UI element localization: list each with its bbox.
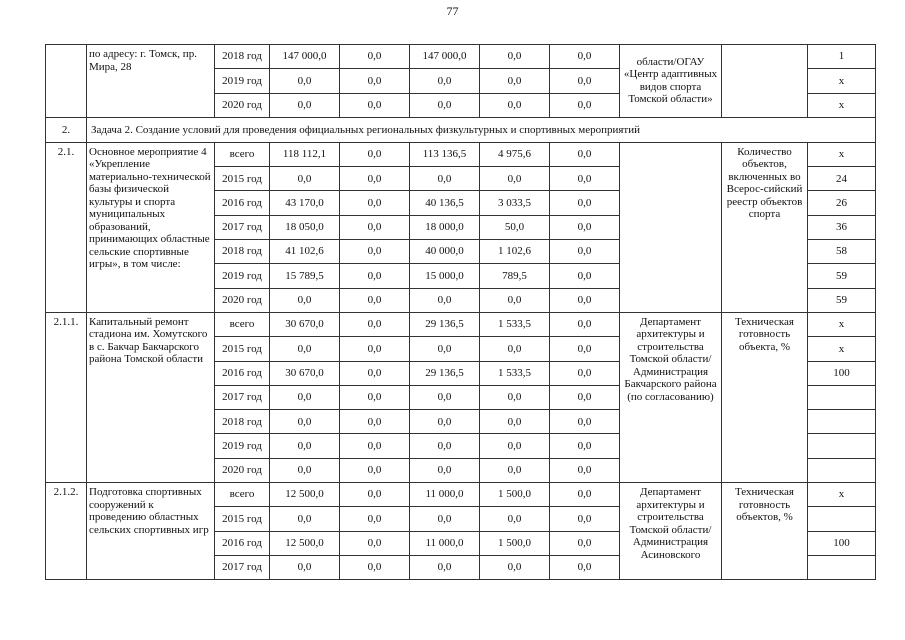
amount-regional: 0,0 bbox=[410, 507, 480, 531]
year-cell: 2015 год bbox=[215, 337, 270, 361]
amount-total: 30 670,0 bbox=[270, 312, 340, 336]
amount-regional: 40 000,0 bbox=[410, 240, 480, 264]
amount-regional: 29 136,5 bbox=[410, 312, 480, 336]
row-number: 2.1.1. bbox=[46, 312, 87, 482]
indicator-cell: Техническая готовность объекта, % bbox=[722, 312, 808, 482]
amount-regional: 18 000,0 bbox=[410, 215, 480, 239]
amount-extra: 0,0 bbox=[550, 434, 620, 458]
amount-local: 0,0 bbox=[480, 410, 550, 434]
amount-federal: 0,0 bbox=[340, 434, 410, 458]
indicator-value: 100 bbox=[808, 361, 876, 385]
indicator-value: x bbox=[808, 142, 876, 166]
indicator-value bbox=[808, 434, 876, 458]
section-row bbox=[46, 117, 876, 142]
amount-total: 0,0 bbox=[270, 555, 340, 579]
amount-regional: 147 000,0 bbox=[410, 45, 480, 69]
amount-federal: 0,0 bbox=[340, 142, 410, 166]
page-number: 77 bbox=[446, 4, 459, 18]
indicator-value bbox=[808, 458, 876, 482]
amount-regional: 29 136,5 bbox=[410, 361, 480, 385]
amount-regional: 0,0 bbox=[410, 69, 480, 93]
amount-extra: 0,0 bbox=[550, 45, 620, 69]
amount-extra: 0,0 bbox=[550, 385, 620, 409]
indicator-value bbox=[808, 385, 876, 409]
amount-federal: 0,0 bbox=[340, 458, 410, 482]
amount-extra: 0,0 bbox=[550, 312, 620, 336]
amount-total: 15 789,5 bbox=[270, 264, 340, 288]
amount-extra: 0,0 bbox=[550, 483, 620, 507]
amount-local: 3 033,5 bbox=[480, 191, 550, 215]
amount-regional: 0,0 bbox=[410, 458, 480, 482]
amount-regional: 0,0 bbox=[410, 410, 480, 434]
amount-total: 0,0 bbox=[270, 434, 340, 458]
amount-federal: 0,0 bbox=[340, 531, 410, 555]
table-row bbox=[46, 312, 876, 336]
year-cell: всего bbox=[215, 312, 270, 336]
amount-extra: 0,0 bbox=[550, 167, 620, 191]
year-cell: 2019 год bbox=[215, 69, 270, 93]
measure-name: по адресу: г. Томск, пр. Мира, 28 bbox=[87, 45, 215, 118]
amount-regional: 113 136,5 bbox=[410, 142, 480, 166]
amount-regional: 0,0 bbox=[410, 337, 480, 361]
executor-cell bbox=[620, 142, 722, 312]
year-cell: 2017 год bbox=[215, 215, 270, 239]
amount-extra: 0,0 bbox=[550, 458, 620, 482]
year-cell: 2017 год bbox=[215, 385, 270, 409]
indicator-value: 58 bbox=[808, 240, 876, 264]
amount-federal: 0,0 bbox=[340, 312, 410, 336]
amount-regional: 15 000,0 bbox=[410, 264, 480, 288]
amount-federal: 0,0 bbox=[340, 288, 410, 312]
amount-local: 0,0 bbox=[480, 93, 550, 117]
amount-regional: 40 136,5 bbox=[410, 191, 480, 215]
amount-regional: 0,0 bbox=[410, 434, 480, 458]
amount-federal: 0,0 bbox=[340, 264, 410, 288]
amount-total: 0,0 bbox=[270, 337, 340, 361]
year-cell: всего bbox=[215, 483, 270, 507]
measure-name: Основное мероприятие 4 «Укрепление материально-технической базы физической культуры и спорта муниципальных образований, принимающих областные сельские спортивные игры», в том числе: bbox=[87, 142, 215, 312]
amount-local: 0,0 bbox=[480, 45, 550, 69]
amount-local: 1 500,0 bbox=[480, 531, 550, 555]
amount-federal: 0,0 bbox=[340, 410, 410, 434]
section-number: 2. bbox=[46, 117, 87, 142]
indicator-cell bbox=[722, 45, 808, 118]
amount-extra: 0,0 bbox=[550, 264, 620, 288]
amount-extra: 0,0 bbox=[550, 288, 620, 312]
amount-federal: 0,0 bbox=[340, 555, 410, 579]
year-cell: 2019 год bbox=[215, 434, 270, 458]
amount-total: 12 500,0 bbox=[270, 483, 340, 507]
amount-local: 0,0 bbox=[480, 288, 550, 312]
amount-regional: 11 000,0 bbox=[410, 531, 480, 555]
amount-regional: 0,0 bbox=[410, 385, 480, 409]
amount-local: 0,0 bbox=[480, 337, 550, 361]
amount-local: 0,0 bbox=[480, 507, 550, 531]
amount-local: 0,0 bbox=[480, 385, 550, 409]
amount-local: 0,0 bbox=[480, 555, 550, 579]
amount-extra: 0,0 bbox=[550, 361, 620, 385]
executor-cell: области/ОГАУ «Центр адаптивных видов спорта Томской области» bbox=[620, 45, 722, 118]
table-row bbox=[46, 45, 876, 69]
measure-name: Капитальный ремонт стадиона им. Хомутского в с. Бакчар Бакчарского района Томской области bbox=[87, 312, 215, 482]
amount-extra: 0,0 bbox=[550, 93, 620, 117]
amount-total: 12 500,0 bbox=[270, 531, 340, 555]
indicator-value: x bbox=[808, 312, 876, 336]
year-cell: 2015 год bbox=[215, 167, 270, 191]
amount-regional: 0,0 bbox=[410, 167, 480, 191]
indicator-value bbox=[808, 555, 876, 579]
indicator-value: 26 bbox=[808, 191, 876, 215]
amount-total: 0,0 bbox=[270, 69, 340, 93]
amount-total: 0,0 bbox=[270, 507, 340, 531]
amount-extra: 0,0 bbox=[550, 191, 620, 215]
amount-extra: 0,0 bbox=[550, 142, 620, 166]
amount-regional: 0,0 bbox=[410, 288, 480, 312]
indicator-value: x bbox=[808, 93, 876, 117]
year-cell: 2015 год bbox=[215, 507, 270, 531]
amount-federal: 0,0 bbox=[340, 361, 410, 385]
amount-local: 1 533,5 bbox=[480, 361, 550, 385]
amount-local: 1 533,5 bbox=[480, 312, 550, 336]
amount-extra: 0,0 bbox=[550, 555, 620, 579]
amount-total: 0,0 bbox=[270, 288, 340, 312]
budget-table bbox=[45, 44, 876, 580]
year-cell: 2016 год bbox=[215, 361, 270, 385]
amount-extra: 0,0 bbox=[550, 410, 620, 434]
row-number: 2.1. bbox=[46, 142, 87, 312]
indicator-value bbox=[808, 410, 876, 434]
amount-federal: 0,0 bbox=[340, 483, 410, 507]
amount-total: 18 050,0 bbox=[270, 215, 340, 239]
amount-total: 30 670,0 bbox=[270, 361, 340, 385]
year-cell: 2018 год bbox=[215, 410, 270, 434]
amount-regional: 0,0 bbox=[410, 93, 480, 117]
indicator-cell: Техническая готовность объектов, % bbox=[722, 483, 808, 580]
amount-federal: 0,0 bbox=[340, 507, 410, 531]
amount-regional: 0,0 bbox=[410, 555, 480, 579]
amount-federal: 0,0 bbox=[340, 167, 410, 191]
section-title: Задача 2. Создание условий для проведения официальных региональных физкультурных и спортивных мероприятий bbox=[87, 117, 876, 142]
amount-total: 118 112,1 bbox=[270, 142, 340, 166]
indicator-value: 1 bbox=[808, 45, 876, 69]
amount-extra: 0,0 bbox=[550, 507, 620, 531]
indicator-value: x bbox=[808, 483, 876, 507]
amount-total: 41 102,6 bbox=[270, 240, 340, 264]
amount-federal: 0,0 bbox=[340, 240, 410, 264]
row-number bbox=[46, 45, 87, 118]
year-cell: 2018 год bbox=[215, 240, 270, 264]
year-cell: 2020 год bbox=[215, 93, 270, 117]
indicator-value: 24 bbox=[808, 167, 876, 191]
indicator-value: 59 bbox=[808, 264, 876, 288]
amount-extra: 0,0 bbox=[550, 531, 620, 555]
amount-local: 0,0 bbox=[480, 458, 550, 482]
amount-local: 0,0 bbox=[480, 434, 550, 458]
indicator-value bbox=[808, 507, 876, 531]
indicator-value: 100 bbox=[808, 531, 876, 555]
amount-total: 0,0 bbox=[270, 167, 340, 191]
amount-extra: 0,0 bbox=[550, 240, 620, 264]
amount-regional: 11 000,0 bbox=[410, 483, 480, 507]
amount-total: 147 000,0 bbox=[270, 45, 340, 69]
year-cell: 2017 год bbox=[215, 555, 270, 579]
amount-total: 0,0 bbox=[270, 410, 340, 434]
amount-total: 43 170,0 bbox=[270, 191, 340, 215]
amount-total: 0,0 bbox=[270, 385, 340, 409]
amount-federal: 0,0 bbox=[340, 93, 410, 117]
executor-cell: Департамент архитектуры и строительства Томской области/ Администрация Асиновского bbox=[620, 483, 722, 580]
row-number: 2.1.2. bbox=[46, 483, 87, 580]
indicator-value: 36 bbox=[808, 215, 876, 239]
table-row bbox=[46, 483, 876, 507]
year-cell: 2018 год bbox=[215, 45, 270, 69]
indicator-value: x bbox=[808, 337, 876, 361]
amount-local: 50,0 bbox=[480, 215, 550, 239]
amount-extra: 0,0 bbox=[550, 69, 620, 93]
amount-local: 1 500,0 bbox=[480, 483, 550, 507]
amount-local: 0,0 bbox=[480, 167, 550, 191]
amount-local: 4 975,6 bbox=[480, 142, 550, 166]
amount-federal: 0,0 bbox=[340, 45, 410, 69]
amount-extra: 0,0 bbox=[550, 337, 620, 361]
amount-local: 789,5 bbox=[480, 264, 550, 288]
amount-extra: 0,0 bbox=[550, 215, 620, 239]
amount-local: 1 102,6 bbox=[480, 240, 550, 264]
measure-name: Подготовка спортивных сооружений к проведению областных сельских спортивных игр bbox=[87, 483, 215, 580]
indicator-value: x bbox=[808, 69, 876, 93]
year-cell: 2020 год bbox=[215, 288, 270, 312]
year-cell: 2019 год bbox=[215, 264, 270, 288]
table-body bbox=[46, 45, 876, 580]
table-row bbox=[46, 142, 876, 166]
year-cell: 2016 год bbox=[215, 191, 270, 215]
indicator-cell: Количество объектов, включенных во Всерос-сийский реестр объектов спорта bbox=[722, 142, 808, 312]
amount-federal: 0,0 bbox=[340, 215, 410, 239]
year-cell: 2016 год bbox=[215, 531, 270, 555]
indicator-value: 59 bbox=[808, 288, 876, 312]
year-cell: всего bbox=[215, 142, 270, 166]
amount-federal: 0,0 bbox=[340, 385, 410, 409]
amount-federal: 0,0 bbox=[340, 337, 410, 361]
amount-local: 0,0 bbox=[480, 69, 550, 93]
amount-total: 0,0 bbox=[270, 458, 340, 482]
executor-cell: Департамент архитектуры и строительства Томской области/ Администрация Бакчарского района (по согласованию) bbox=[620, 312, 722, 482]
amount-total: 0,0 bbox=[270, 93, 340, 117]
year-cell: 2020 год bbox=[215, 458, 270, 482]
amount-federal: 0,0 bbox=[340, 191, 410, 215]
amount-federal: 0,0 bbox=[340, 69, 410, 93]
